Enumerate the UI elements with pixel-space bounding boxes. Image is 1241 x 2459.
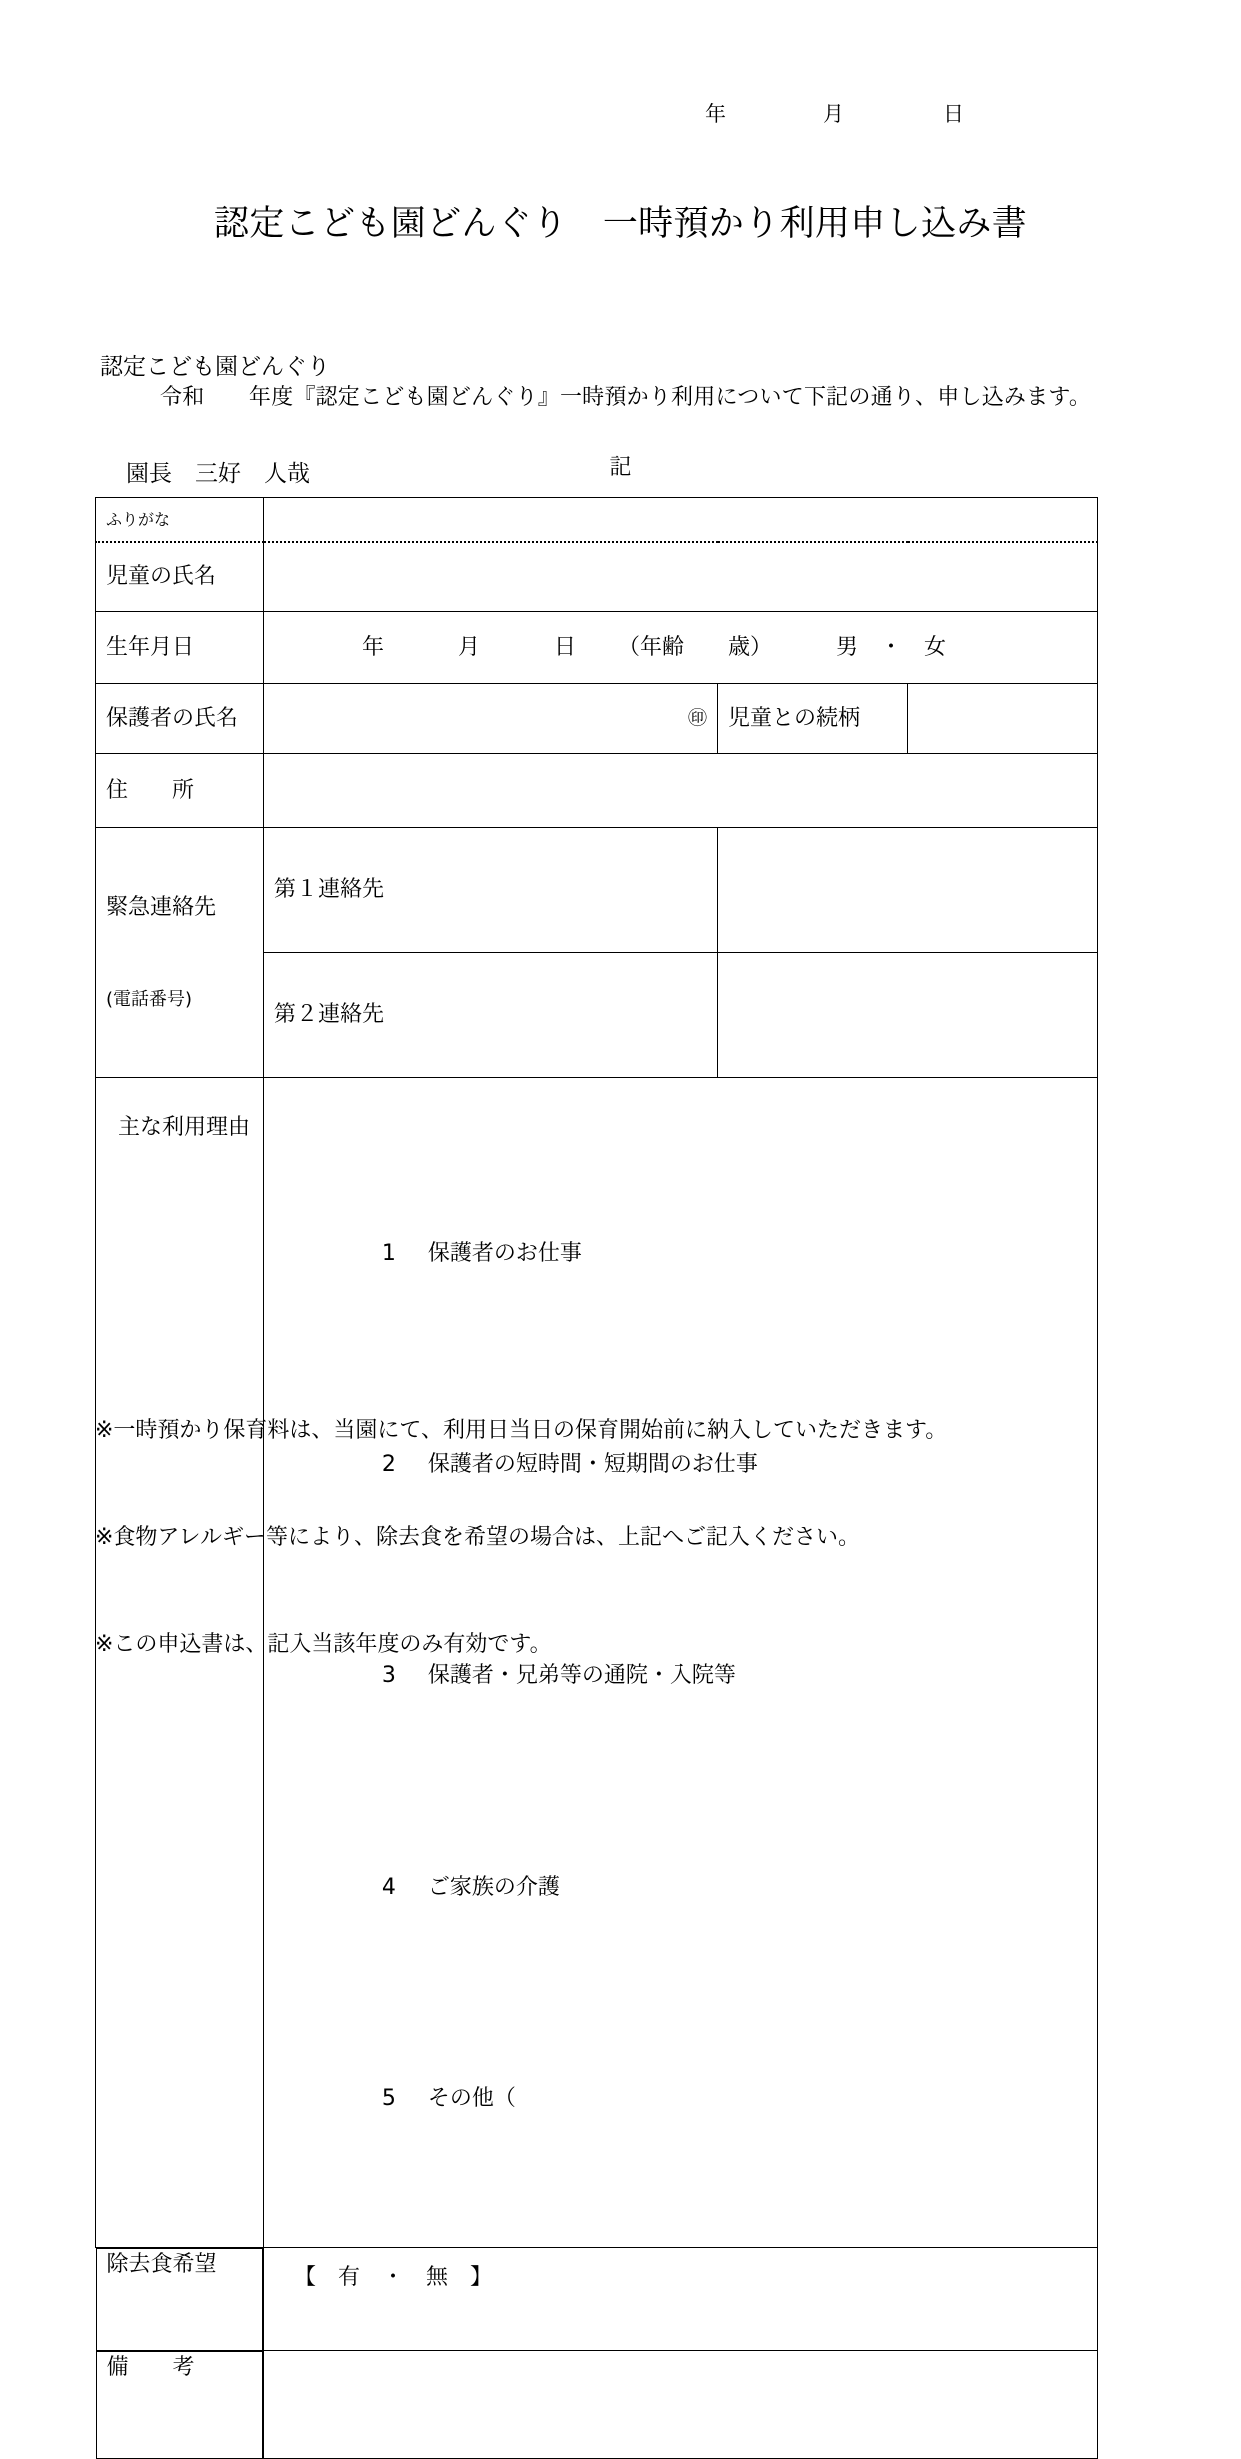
furigana-label: ふりがな [96, 498, 264, 542]
relation-input-cell[interactable] [908, 684, 1098, 754]
reason-option-2-text: 保護者の短時間・短期間のお仕事 [427, 1452, 758, 1478]
reason-option-4-text: ご家族の介護 [427, 1874, 560, 1900]
reason-option-4[interactable] [298, 1824, 1087, 1951]
reason-option-3-number: 3 [381, 1663, 396, 1689]
guardian-name-inner [274, 684, 707, 753]
diet-choice-text[interactable]: 【 有 ・ 無 】 [294, 2264, 493, 2290]
reason-option-4-number: 4 [381, 1874, 396, 1900]
table-row-guardian [96, 684, 1098, 754]
furigana-input-cell[interactable] [264, 498, 1098, 542]
document-date-line [705, 98, 983, 128]
reason-option-3-text: 保護者・兄弟等の通院・入院等 [427, 1663, 736, 1689]
child-name-input-cell[interactable] [264, 542, 1098, 612]
emergency-contact-label-line1: 緊急連絡先 [106, 894, 217, 920]
birth-year-label: 年 [362, 634, 385, 660]
addressee-organization: 認定こども園どんぐり [100, 354, 330, 381]
reason-option-1-text: 保護者のお仕事 [427, 1241, 582, 1267]
date-month-label: 月 [823, 102, 845, 126]
contact2-input-cell[interactable] [718, 953, 1098, 1078]
contact1-input-cell[interactable] [718, 828, 1098, 953]
birth-day-label: 日 [554, 634, 577, 660]
reason-option-5[interactable] [298, 2035, 1087, 2162]
diet-choice-cell[interactable] [264, 2247, 1098, 2351]
birth-month-label: 月 [458, 634, 481, 660]
date-day-label: 日 [943, 102, 965, 126]
reason-label: 主な利用理由 [118, 1115, 251, 1141]
birthdate-label: 生年月日 [96, 612, 264, 684]
contact1-label: 第１連絡先 [264, 828, 718, 953]
footnote-3: ※この申込書は、記入当該年度のみ有効です。 [95, 1632, 552, 1657]
ki-mark: 記 [609, 455, 632, 480]
table-row-address [96, 754, 1098, 828]
birth-age-label: （年齢 歳） [618, 634, 773, 660]
relation-label: 児童との続柄 [718, 684, 908, 754]
contact2-label: 第２連絡先 [264, 953, 718, 1078]
emergency-contact-label [96, 828, 264, 1078]
footnote-2: ※食物アレルギー等により、除去食を希望の場合は、上記へご記入ください。 [95, 1525, 861, 1551]
reason-option-1-number: 1 [381, 1241, 396, 1267]
reason-option-1[interactable] [298, 1191, 1087, 1318]
birthdate-input-cell[interactable] [264, 612, 1098, 684]
table-row-diet [96, 2247, 1098, 2351]
gender-choice[interactable]: 男 ・ 女 [836, 634, 947, 660]
address-label: 住 所 [96, 754, 264, 828]
footnote-1: ※一時預かり保育料は、当園にて、利用日当日の保育開始前に納入していただきます。 [95, 1418, 948, 1444]
reason-option-5-text: その他（ [427, 2085, 516, 2111]
footnotes-block [95, 1342, 947, 1734]
table-row-child-name [96, 542, 1098, 612]
diet-label: 除去食希望 [96, 2248, 264, 2351]
child-name-label: 児童の氏名 [96, 542, 264, 612]
seal-icon: ㊞ [687, 706, 707, 729]
reason-option-2-number: 2 [381, 1452, 396, 1478]
guardian-name-label: 保護者の氏名 [96, 684, 264, 754]
table-row-contact1 [96, 828, 1098, 953]
note-label: 備 考 [96, 2351, 264, 2459]
date-year-label: 年 [705, 102, 727, 126]
intro-sentence: 令和 年度『認定こども園どんぐり』一時預かり利用について下記の通り、申し込みます。 [160, 385, 1092, 410]
page-title: 認定こども園どんぐり 一時預かり利用申し込み書 [213, 204, 1028, 244]
addressee-director: 園長 三好 人哉 [126, 461, 310, 488]
address-input-cell[interactable] [264, 754, 1098, 828]
emergency-contact-label-line2: (電話番号) [106, 989, 193, 1011]
table-row-note [96, 2351, 1098, 2459]
table-row-furigana [96, 498, 1098, 542]
birthdate-fields [274, 632, 1087, 664]
guardian-name-input-cell[interactable] [264, 684, 718, 754]
note-input-cell[interactable] [264, 2351, 1098, 2459]
table-row-birthdate [96, 612, 1098, 684]
reason-option-5-number: 5 [381, 2085, 396, 2111]
